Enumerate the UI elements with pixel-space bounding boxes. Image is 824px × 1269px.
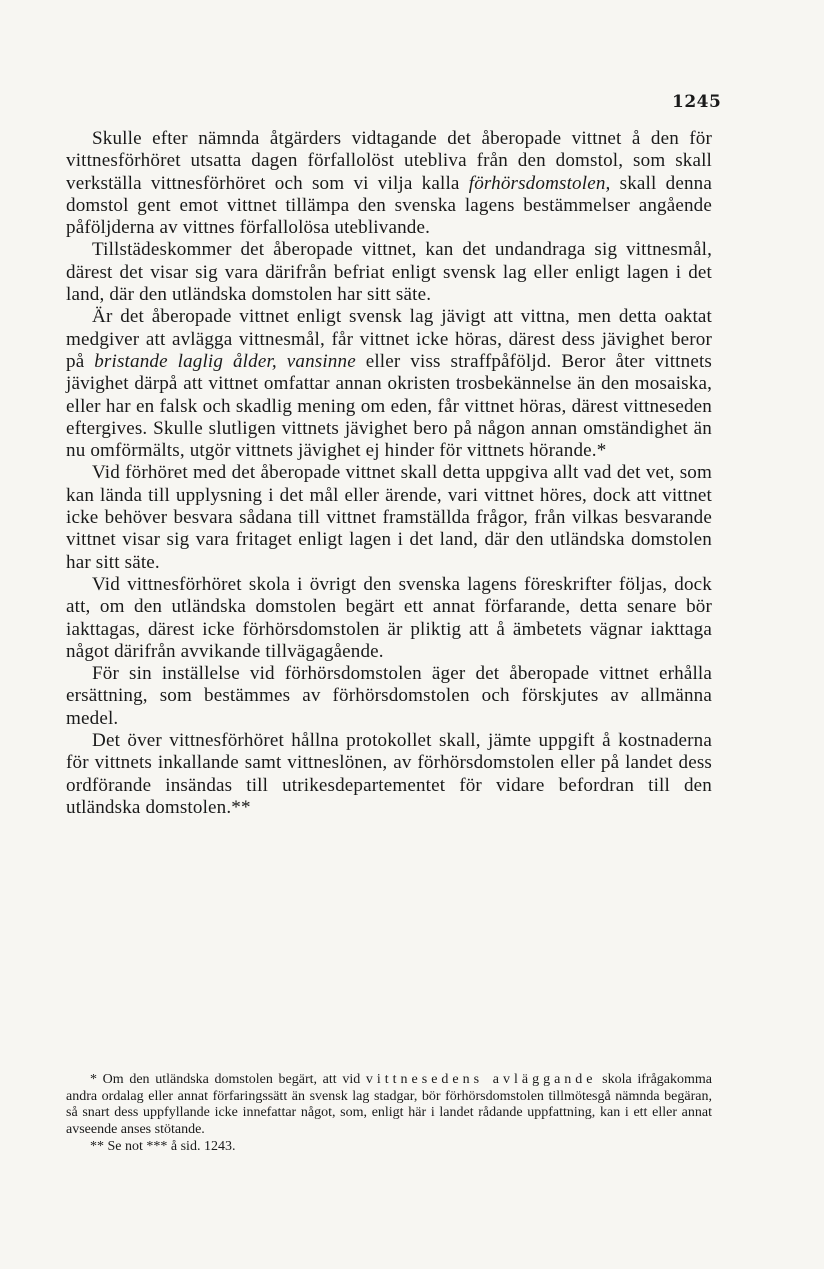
italic-term: förhörsdomstolen, bbox=[468, 172, 611, 194]
paragraph-7: Det över vittnesförhöret hållna protokollet skall, jämte uppgift å kostnaderna för vittnets inkallande samt vittneslönen, av förhörsdomstolen eller på landet dess ordförande insändas till utrikesdepartementet för vidare befordran till den utländska domstolen.** bbox=[66, 730, 712, 818]
footnotes bbox=[66, 1072, 712, 1156]
body-text bbox=[66, 128, 712, 819]
footnote-1: * Om den utländska domstolen begärt, att vid vittnesedens avläggande skola ifrågakomma andra ordalag eller annat förfaringssätt än svensk lag stadgar, bör förhörsdomstolen tillmötesgå nämnda begäran, så snart dess uppfyllande icke innefattar något, som, enligt här i landet rådande uppfattning, kan i ett eller annat avseende anses stötande. bbox=[66, 1072, 713, 1138]
paragraph-4: Vid förhöret med det åberopade vittnet skall detta uppgiva allt vad det vet, som kan lända till upplysning i det mål eller ärende, vari vittnet höres, dock att vittnet icke behöver besvara sådana till vittnet framställda frågor, från vilkas besvarande vittnet visar sig vara fritaget enligt lagen i det land, där den utländska domstolen har sitt säte. bbox=[66, 462, 712, 573]
paragraph-2: Tillstädeskommer det åberopade vittnet, kan det undandraga sig vittnesmål, därest det visar sig vara därifrån befriat enligt svensk lag eller enligt lagen i det land, där den utländska domstolen har sitt säte. bbox=[66, 239, 712, 306]
italic-term: bristande laglig ålder, vansinne bbox=[94, 350, 356, 372]
footnote-2: ** Se not *** å sid. 1243. bbox=[90, 1138, 236, 1154]
page-number: 1245 bbox=[672, 92, 722, 112]
paragraph-5: Vid vittnesförhöret skola i övrigt den svenska lagens föreskrifter följas, dock att, om den utländska domstolen begärt ett annat förfarande, detta senare bör iakttagas, därest icke förhörsdomstolen är pliktig att å ämbetets vägnar iakttaga något därifrån avvikande tillvägagående. bbox=[66, 573, 712, 662]
paragraph-6: För sin inställelse vid förhörsdomstolen äger det åberopade vittnet erhålla ersättning, som bestämmes av förhörsdomstolen och förskjutes av allmänna medel. bbox=[66, 663, 712, 729]
paragraph-1: Skulle efter nämnda åtgärders vidtagande det åberopade vittnet å den för vittnesförhöret utsatta dagen förfallolöst utebliva från den domstol, som skall verkställa vittnesförhöret och som vi vilja kalla förhörsdomstolen, skall denna domstol gent emot vittnet tillämpa den svenska lagens bestämmelser angående påföljderna av vittnes förfallolösa uteblivande. bbox=[66, 128, 712, 239]
paragraph-3: Är det åberopade vittnet enligt svensk lag jävigt att vittna, men detta oaktat medgiver att avlägga vittnesmål, får vittnet icke höras, därest dess jävighet beror på bristande laglig ålder, vansinne eller viss straffpåföljd. Beror åter vittnets jävighet därpå att vittnet omfattar annan okristen trosbekännelse än den mosaiska, eller har en falsk och skadlig mening om eden, får vittnet höras, därest vittneseden eftergives. Skulle slutligen vittnets jävighet bero på någon annan omständighet än nu omförmälts, utgör vittnets jävighet ej hinder för vittnets hörande.* bbox=[66, 306, 712, 462]
spaced-term: vittnesedens avläggande bbox=[365, 1072, 597, 1087]
